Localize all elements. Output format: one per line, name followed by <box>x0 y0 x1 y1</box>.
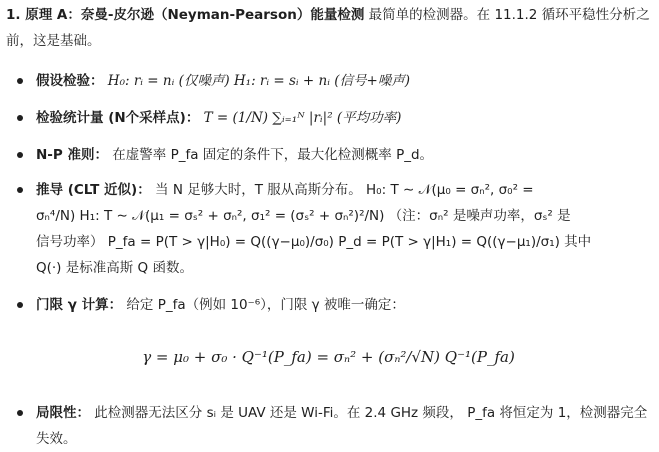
bullet-label: N-P 准则： <box>36 147 108 163</box>
derivation-line-3: 信号功率） P_fa = P(T > γ|H₀) = Q((γ−μ₀)/σ₀) P_d = P(T > γ|H₁) = Q((γ−μ₁)/σ₁) 其中 <box>36 234 592 250</box>
bullet-label: 推导 (CLT 近似)： <box>36 182 151 198</box>
bullet-test-statistic <box>6 105 651 131</box>
bullet-hypothesis <box>6 68 651 94</box>
bullet-text: 此检测器无法区分 sᵢ 是 UAV 还是 Wi-Fi。在 2.4 GHz 频段， P_fa 将恒定为 1，检测器完全失效。 <box>36 405 648 447</box>
derivation-line-4: Q(·) 是标准高斯 Q 函数。 <box>36 260 193 276</box>
bullet-label: 检验统计量 (N个采样点)： <box>36 110 200 126</box>
intro-text: 最简单的检测器。在 11.1.2 循环平稳性分析之前，这是基础。 <box>6 7 650 49</box>
bullet-text: H₀: rᵢ = nᵢ (仅噪声) H₁: rᵢ = sᵢ + nᵢ (信号+噪声) <box>103 73 411 89</box>
document-body <box>6 2 651 452</box>
bullet-label: 门限 γ 计算： <box>36 297 123 313</box>
bullet-label: 假设检验： <box>36 73 104 89</box>
bullet-np-criterion <box>6 142 651 168</box>
derivation-line-1: 当 N 足够大时，T 服从高斯分布。 H₀: T ∼ 𝒩(μ₀ = σₙ², σ₀² = <box>150 182 534 198</box>
bullet-derivation <box>6 177 651 281</box>
derivation-line-2: σₙ⁴/N) H₁: T ∼ 𝒩(μ₁ = σₛ² + σₙ², σ₁² = (σₛ² + σₙ²)²/N) （注：σₙ² 是噪声功率，σₛ² 是 <box>36 208 571 224</box>
bullet-label: 局限性： <box>36 405 90 421</box>
bullet-text: 给定 P_fa（例如 10⁻⁶），门限 γ 被唯一确定： <box>122 297 405 313</box>
bullet-threshold <box>6 292 651 378</box>
bullet-text: 在虚警率 P_fa 固定的条件下，最大化检测概率 P_d。 <box>108 147 434 163</box>
bullet-text: T = (1/N) ∑ᵢ₌₁ᴺ |rᵢ|² (平均功率) <box>199 110 402 126</box>
bullet-list <box>6 68 651 452</box>
intro-paragraph <box>6 2 651 54</box>
section-heading: 1. 原理 A：奈曼-皮尔逊（Neyman-Pearson）能量检测 <box>6 7 365 23</box>
threshold-equation: γ = μ₀ + σ₀ · Q⁻¹(P_fa) = σₙ² + (σₙ²/√N) Q⁻¹(P_fa) <box>142 348 515 366</box>
bullet-limitation <box>6 400 651 452</box>
